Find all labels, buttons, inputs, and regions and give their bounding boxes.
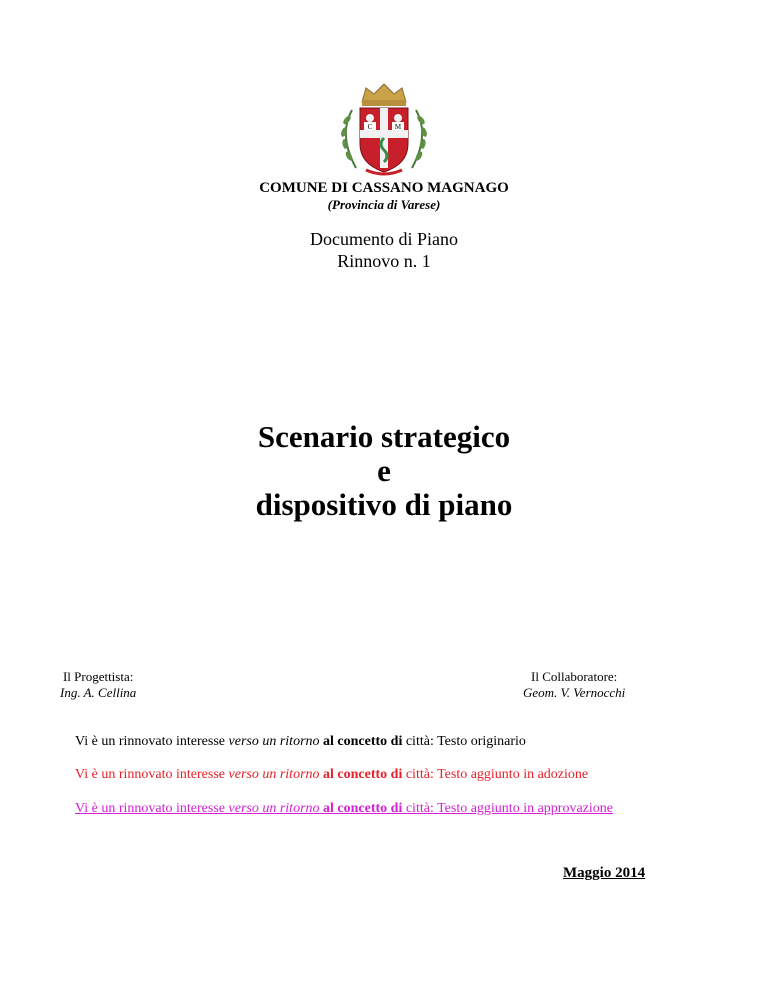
designer-signature (60, 669, 136, 701)
designer-name: Ing. A. Cellina (60, 685, 137, 700)
legend-text: Vi è un rinnovato interesse (75, 767, 229, 782)
collaborator-name: Geom. V. Vernocchi (523, 685, 626, 700)
legend-original-text (75, 734, 526, 750)
legend-bold: al concetto di (319, 734, 403, 749)
document-revision: Rinnovo n. 1 (337, 251, 431, 271)
legend-italic: verso un ritorno (228, 767, 320, 782)
legend-text: città: (402, 801, 438, 816)
legend-italic: verso un ritorno (228, 734, 320, 749)
svg-text:M: M (394, 123, 402, 131)
legend-bold: al concetto di (319, 767, 403, 782)
svg-text:C: C (367, 123, 373, 131)
province-name: (Provincia di Varese) (327, 197, 441, 212)
document-date: Maggio 2014 (563, 865, 646, 881)
legend-label: Testo originario (437, 734, 526, 749)
legend-adoption-text (75, 767, 588, 783)
document-title (0, 420, 768, 522)
municipal-crest-icon (330, 80, 438, 180)
legend-label: Testo aggiunto in adozione (437, 767, 589, 782)
title-line-3: dispositivo di piano (255, 487, 513, 522)
legend-text: Vi è un rinnovato interesse (75, 734, 229, 749)
legend-text: Vi è un rinnovato interesse (75, 801, 229, 816)
designer-role: Il Progettista: (62, 669, 134, 684)
municipality-name: COMUNE DI CASSANO MAGNAGO (259, 180, 509, 196)
collaborator-signature (523, 669, 625, 701)
collaborator-role: Il Collaboratore: (531, 669, 618, 684)
legend-italic: verso un ritorno (228, 801, 320, 816)
legend-text: città: (402, 734, 438, 749)
document-type: Documento di Piano (310, 229, 458, 249)
legend-approval-text (75, 801, 613, 817)
title-line-2: e (377, 453, 391, 488)
legend-label: Testo aggiunto in approvazione (437, 801, 613, 816)
legend-bold: al concetto di (319, 801, 403, 816)
title-line-1: Scenario strategico (257, 419, 511, 454)
legend-text: città: (402, 767, 438, 782)
